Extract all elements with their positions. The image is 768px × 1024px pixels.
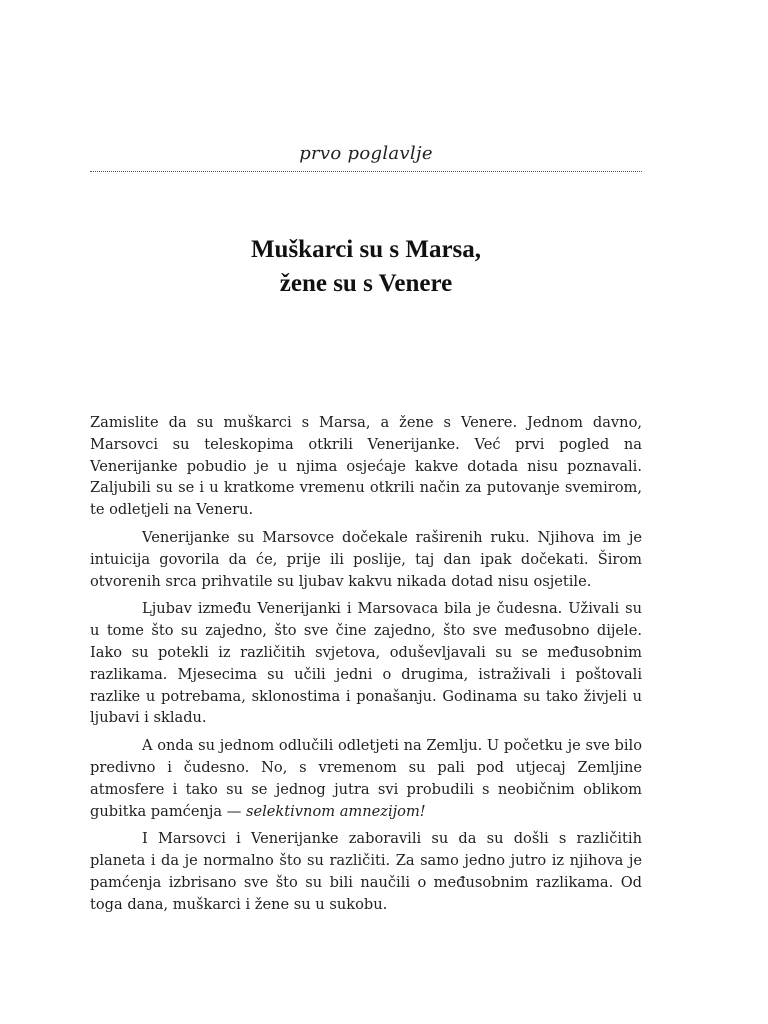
chapter-title-line-2: žene su s Venere	[279, 270, 453, 297]
chapter-label: prvo poglavlje	[299, 143, 433, 164]
paragraph-5	[90, 828, 642, 915]
paragraph-3	[90, 598, 642, 729]
paragraph-4-text: A onda su jednom odlučili odletjeti na Zemlju. U početku je sve bilo predivno i čudesno. No, s vremenom su pali pod utjecaj Zemljine atmosfere i tako su se jednog jutra svi probudili s neobičnim oblikom gubitka pamćenja —	[90, 737, 642, 820]
paragraph-3-text: Ljubav između Venerijanki i Marsovaca bila je čudesna. Uživali su u tome što su zajedno, što sve čine zajedno, što sve međusobno dijele. Iako su potekli iz različitih svjetova, oduševljavali su se međusobnim razlikama. Mjesecima su učili jedni o drugima, istraživali i poštovali razlike u potrebama, sklonostima i ponašanju. Godinama su tako živjeli u ljubavi i skladu.	[90, 600, 642, 727]
dotted-divider	[90, 171, 642, 172]
paragraph-2	[90, 527, 642, 592]
paragraph-2-text: Venerijanke su Marsovce dočekale raširenih ruku. Njihova im je intuicija govorila da će, prije ili poslije, taj dan ipak dočekati. Širom otvorenih srca prihvatile su ljubav kakvu nikada dotad nisu osjetile.	[90, 528, 642, 590]
paragraph-4-emphasis: selektivnom amnezijom!	[246, 802, 426, 820]
paragraph-1	[90, 412, 642, 521]
chapter-title	[90, 233, 642, 301]
chapter-body	[90, 412, 642, 922]
paragraph-4	[90, 735, 642, 822]
chapter-title-line-1: Muškarci su s Marsa,	[250, 236, 482, 263]
paragraph-1-text: Zamislite da su muškarci s Marsa, a žene s Venere. Jednom davno, Marsovci su teleskopima otkrili Venerijanke. Već prvi pogled na Venerijanke pobudio je u njima osjećaje kakve dotada nisu poznavali. Zaljubili su se i u kratkome vremenu otkrili način za putovanje svemirom, te odletjeli na Veneru.	[90, 414, 642, 519]
paragraph-5-text: I Marsovci i Venerijanke zaboravili su da su došli s različitih planeta i da je normalno što su različiti. Za samo jedno jutro iz njihova je pamćenja izbrisano sve što su bili naučili o međusobnim razlikama. Od toga dana, muškarci i žene su u sukobu.	[90, 830, 642, 913]
